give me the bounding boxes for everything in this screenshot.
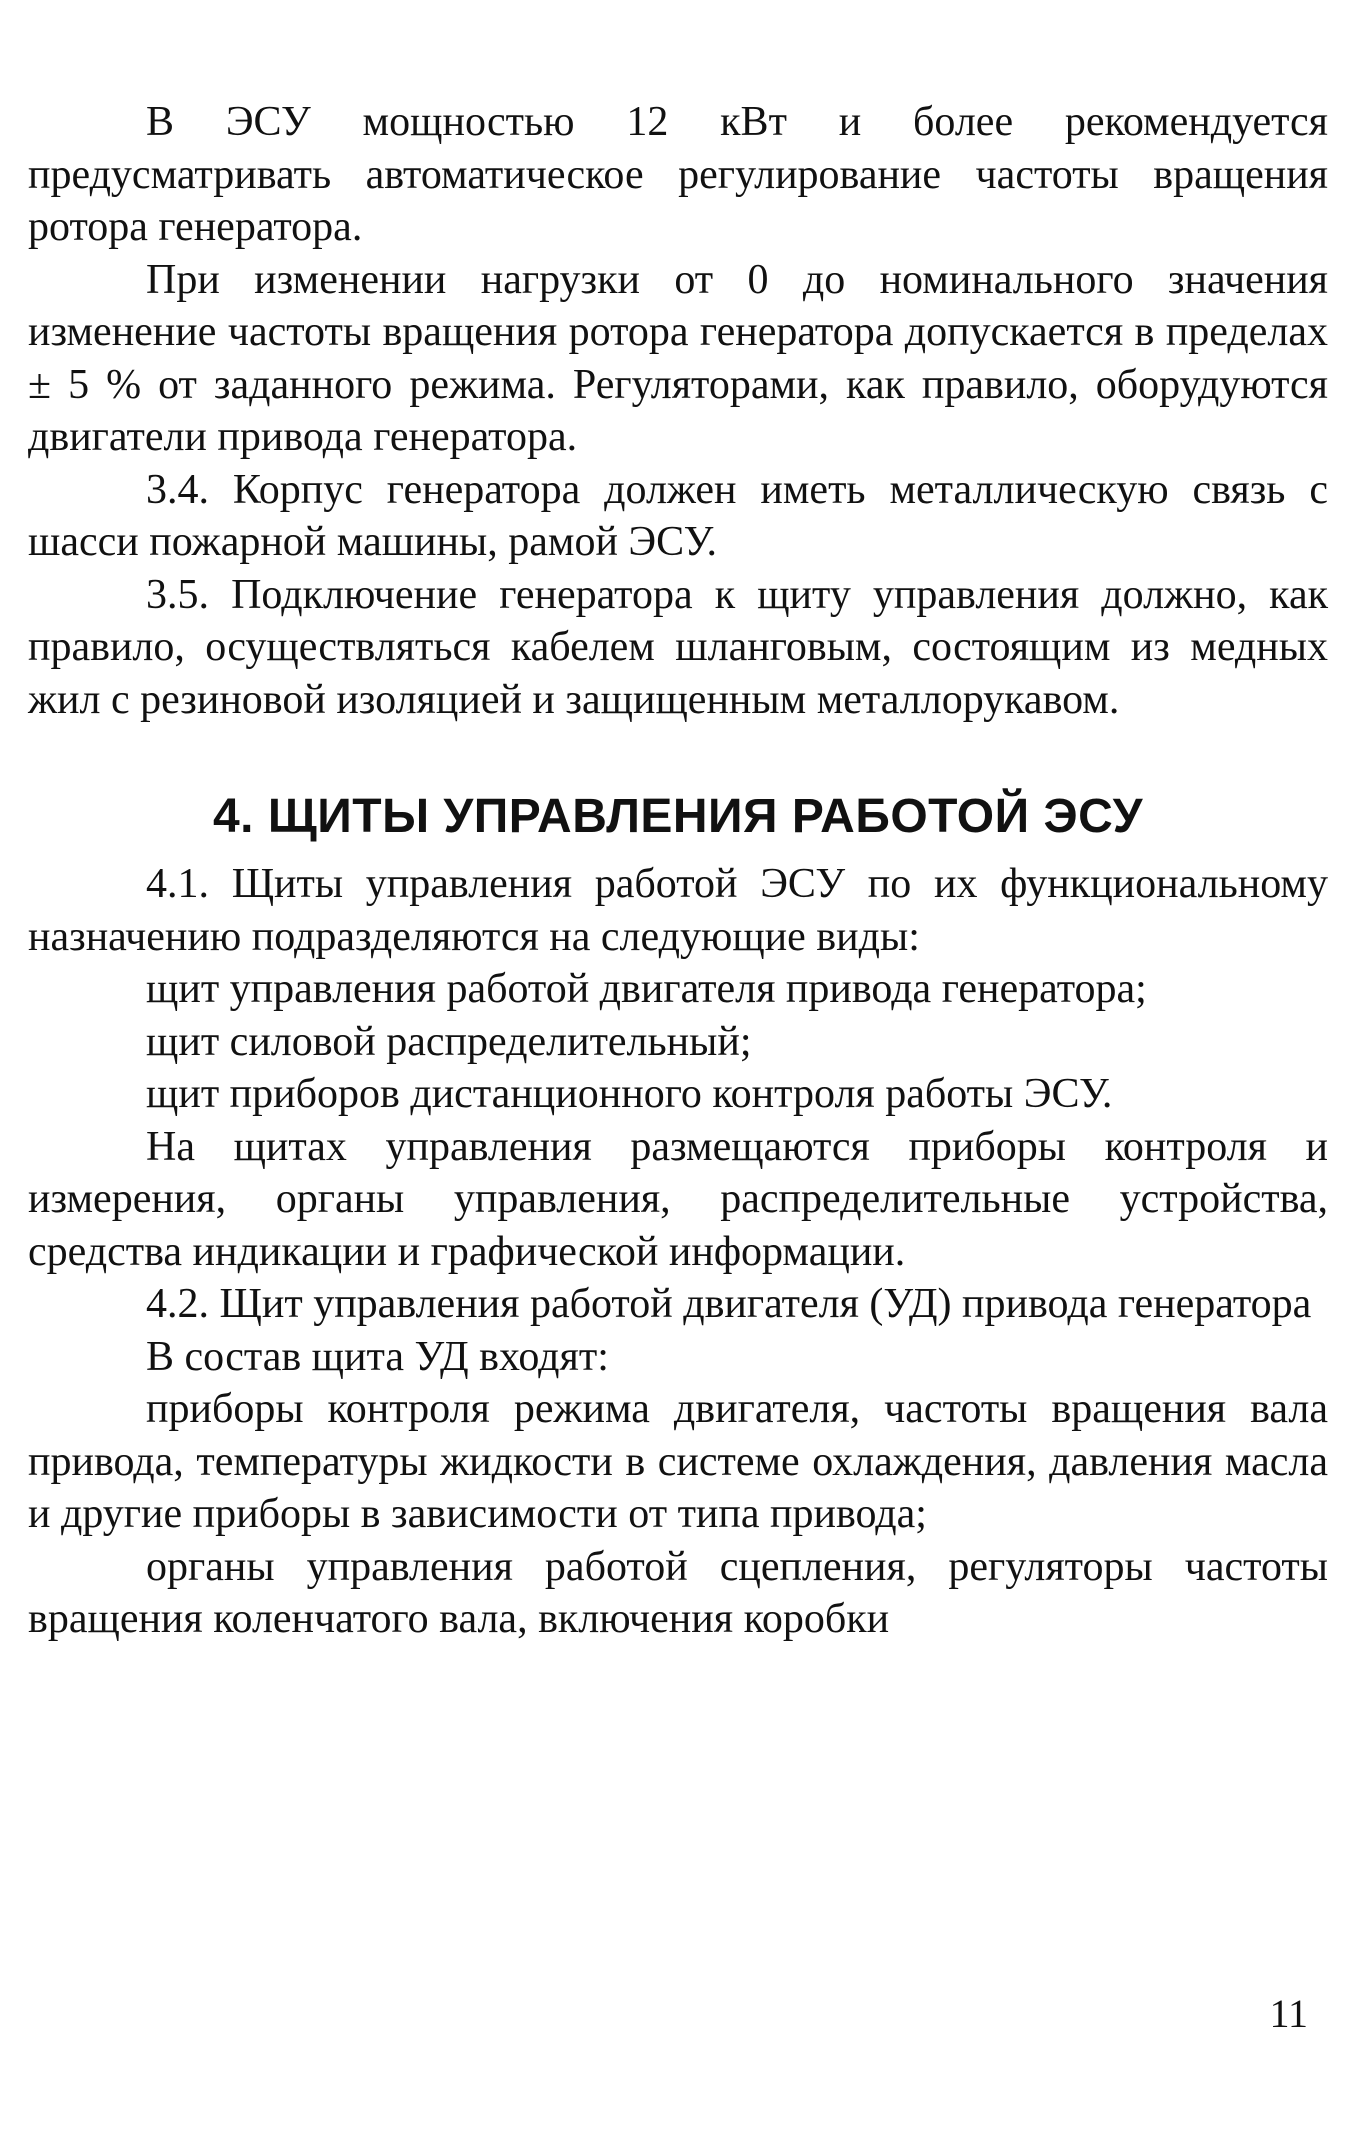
paragraph-auto-regulation: В ЭСУ мощностью 12 кВт и более рекомендуется предусматривать автоматическое регулирование частоты вращения ротора генератора. [28,99,1328,250]
paragraph-board-equipment: На щитах управления размещаются приборы контроля и измерения, органы управления, распределительные устройства, средства индикации и графической информации. [28,1123,1328,1275]
list-item-board-type: щит управления работой двигателя привода генератора; [146,966,1147,1012]
list-item-board-type: щит силовой распределительный; [146,1018,752,1065]
paragraph-4-1: 4.1. Щиты управления работой ЭСУ по их функциональному назначению подразделяются на следующие виды: [28,861,1328,960]
paragraph-control-instruments: приборы контроля режима двигателя, частоты вращения вала привода, температуры жидкости в системе охлаждения, давления масла и другие приборы в зависимости от типа привода; [28,1386,1328,1537]
paragraph-3-4: 3.4. Корпус генератора должен иметь металлическую связь с шасси пожарной машины, рамой ЭСУ. [28,466,1328,565]
page-number: 11 [1269,1991,1308,2036]
paragraph-ud-composition: В состав щита УД входят: [146,1333,609,1380]
paragraph-control-organs: органы управления работой сцепления, регуляторы частоты вращения коленчатого вала, включения коробки [28,1543,1328,1642]
document-page [28,96,1328,1646]
list-item-board-type: щит приборов дистанционного контроля работы ЭСУ. [146,1071,1113,1117]
paragraph-3-5: 3.5. Подключение генератора к щиту управления должно, как правило, осуществляться кабелем шланговым, состоящим из медных жил с резиновой изоляцией и защищенным металлорукавом. [28,571,1328,723]
paragraph-4-2: 4.2. Щит управления работой двигателя (УД) привода генератора [146,1281,1312,1327]
paragraph-load-change: При изменении нагрузки от 0 до номинального значения изменение частоты вращения ротора генератора допускается в пределах ± 5 % от заданного режима. Регуляторами, как правило, оборудуются двигатели привода генератора. [28,256,1328,460]
section-heading: 4. ЩИТЫ УПРАВЛЕНИЯ РАБОТОЙ ЭСУ [212,790,1144,843]
